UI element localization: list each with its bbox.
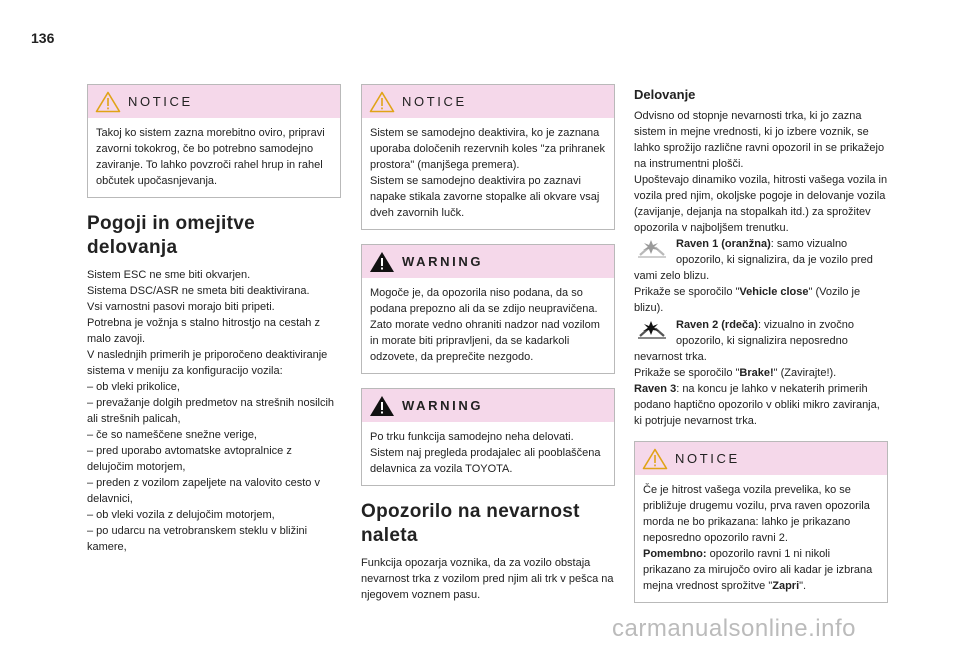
level-1-message-suffix: " (Vozilo je blizu). (634, 286, 861, 314)
level-1-label: Raven 1 (oranžna) (676, 238, 771, 250)
column-3 (634, 86, 888, 617)
important-text: opozorilo ravni 1 ni nikoli prikazano za mirujočo oviro ali kadar je izbrana mejna vrednost sprožitve " (643, 548, 873, 592)
level-3-text: : na koncu je lahko v nekaterih primerih podano haptično opozorilo v obliki mikro zaviranja, ki potrjuje nevarnost trka. (634, 383, 880, 427)
level-2-label: Raven 2 (rdeča) (676, 319, 758, 331)
notice-header (635, 442, 887, 475)
level-1-message: Vehicle close (739, 286, 809, 298)
notice-text: Če je hitrost vašega vozila prevelika, ko se približuje drugemu vozilu, prva raven opozorila morda ne bo prikazana: lahko je prikazano neposredno opozorilo ravni 2. (643, 484, 870, 544)
column-2 (361, 84, 615, 603)
warning-text: Po trku funkcija samodejno neha delovati. Sistem naj pregleda prodajalec ali pooblaščena delavnica za vozila TOYOTA. (370, 431, 601, 475)
level-1-message-prefix: Prikaže se sporočilo " (634, 286, 740, 298)
warning-text: Mogoče je, da opozorila niso podana, da so podana prepozno ali da se zdijo neupravičena. Zato morate vedno ohraniti nadzor nad vozilom in morate biti pripravljeni, da se kadarkoli odzovete, da preprečite nezgodo. (370, 287, 600, 363)
notice-warning-triangle-icon (94, 90, 122, 114)
warning-box (361, 244, 615, 374)
important-value: Zapri (772, 580, 800, 592)
collision-alert-orange-icon (634, 238, 670, 260)
section-heading: Pogoji in omejitve delovanja (87, 213, 255, 258)
page-number: 136 (31, 30, 55, 46)
notice-title: NOTICE (128, 94, 193, 109)
warning-header (362, 245, 614, 278)
notice-box (87, 84, 341, 198)
subsection-body: Odvisno od stopnje nevarnosti trka, ki jo zazna sistem in mejne vrednosti, ki jo izbere voznik, se lahko sprožijo različne ravni opozoril in se prikažejo na instrumentni plošči. Upoštevajo dinamiko vozila, hitrosti vašega vozila in vozila pred njim, okoljske pogoje in delovanje vozila (zavijanje, dejanja na stopalkah itd.) za sprožitev opozorila v najboljšem trenutku. (634, 110, 888, 234)
level-3-label: Raven 3 (634, 383, 677, 395)
notice-box (361, 84, 615, 230)
level-2-message: Brake! (739, 367, 774, 379)
notice-title: NOTICE (675, 451, 740, 466)
warning-triangle-icon (368, 250, 396, 274)
notice-header (362, 85, 614, 118)
notice-text: Sistem se samodejno deaktivira, ko je zaznana uporaba določenih rezervnih koles "za prihranek prostora" (manjšega premera). Sistem se samodejno deaktivira po zaznavi napake stikala zavorne stopalke ali okvare vsaj dveh zavornih lučk. (370, 127, 606, 219)
notice-warning-triangle-icon (641, 447, 669, 471)
section-heading: Opozorilo na nevarnost naleta (361, 501, 580, 546)
level-2-description (634, 317, 888, 381)
important-label: Pomembno: (643, 548, 707, 560)
section-body: Sistem ESC ne sme biti okvarjen. Sistema DSC/ASR ne smeta biti deaktivirana. Vsi varnostni pasovi morajo biti pripeti. Potrebna je vožnja s stalno hitrostjo na cestah z malo zavoji. V naslednjih primerih je priporočeno deaktiviranje sistema v meniju za konfiguracijo vozila: – ob vleki prikolice, – prevažanje dolgih predmetov na strešnih nosilcih ali strešnih palicah, – če so nameščene snežne verige, – pred uporabo avtomatske avtopralnice z delujočim motorjem, – preden z vozilom zapeljete na valovito cesto v delavnici, – ob vleki vozila z delujočim motorjem, – po udarcu na vetrobranskem steklu v bližini kamere, (87, 269, 335, 553)
notice-header (88, 85, 340, 118)
warning-triangle-icon (368, 394, 396, 418)
column-1 (87, 84, 341, 555)
subsection-heading: Delovanje (634, 87, 696, 102)
warning-title: WARNING (402, 254, 484, 269)
warning-box (361, 388, 615, 486)
level-2-message-prefix: Prikaže se sporočilo " (634, 367, 740, 379)
level-2-message-suffix: " (Zavirajte!). (773, 367, 837, 379)
level-2-text: : vizualno in zvočno opozorilo, ki signalizira neposredno nevarnost trka. (634, 319, 854, 363)
important-end: ". (799, 580, 807, 592)
notice-title: NOTICE (402, 94, 467, 109)
collision-alert-red-icon (634, 319, 670, 341)
warning-title: WARNING (402, 398, 484, 413)
level-3-description (634, 381, 888, 429)
section-body: Funkcija opozarja voznika, da za vozilo obstaja nevarnost trka z vozilom pred njim ali trk v pešca na njegovem voznem pasu. (361, 557, 614, 601)
notice-text: Takoj ko sistem zazna morebitno oviro, pripravi zavorni tokokrog, če bo potrebno samodejno zaviranje. To lahko povzroči rahel hrup in rahel občutek upočasnjevanja. (96, 127, 325, 187)
notice-warning-triangle-icon (368, 90, 396, 114)
watermark: carmanualsonline.info (612, 615, 856, 642)
level-1-text: : samo vizualno opozorilo, ki signalizira, da je vozilo pred vami zelo blizu. (634, 238, 873, 282)
warning-header (362, 389, 614, 422)
notice-box (634, 441, 888, 603)
level-1-description (634, 236, 888, 316)
